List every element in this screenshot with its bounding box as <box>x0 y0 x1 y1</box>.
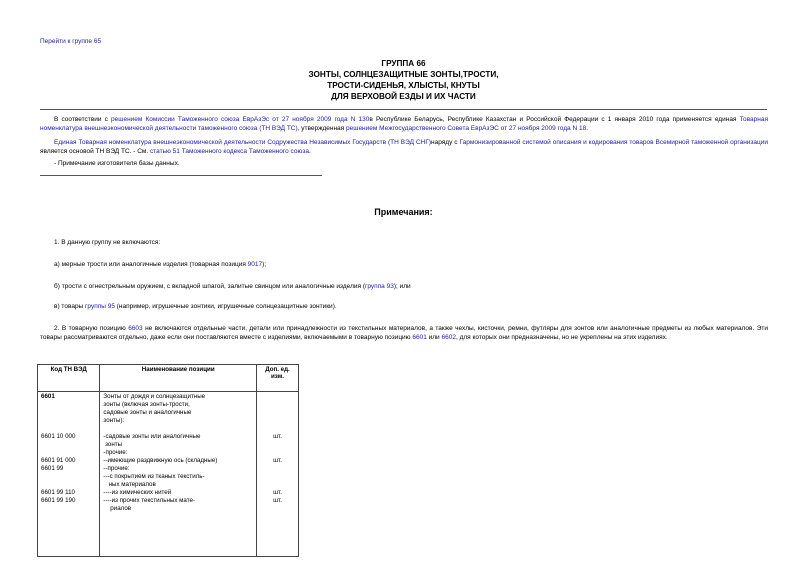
row-code <box>41 473 96 481</box>
row-code-spacer <box>41 409 96 417</box>
notes-title: Примечания: <box>374 207 433 217</box>
link-decision-130[interactable]: решением Комиссии Таможенного союза ЕврАзЭс от 27 ноября 2009 года N 130 <box>111 116 370 123</box>
table-body-row <box>38 392 299 557</box>
row-code: 6601 99 110 <box>41 489 75 496</box>
note-1c <box>54 302 337 311</box>
header-name: Наименование позиции <box>100 365 257 392</box>
row-unit <box>260 393 295 401</box>
row-code-spacer <box>41 441 96 449</box>
row-name-line: ----из химических нитей <box>103 489 172 496</box>
footnote-text: , утвержденная <box>297 125 346 132</box>
row-name-line: --имеющие раздвижную ось (складные) <box>103 457 218 464</box>
table-header-row <box>38 365 299 392</box>
note-1: 1. В данную группу не включаются: <box>54 239 161 246</box>
note-1a <box>54 260 266 269</box>
footnote-text: наряду с <box>431 139 460 146</box>
note-text: (например, игрушечные зонтики, игрушечные солнцезащитные зонтики). <box>114 303 337 310</box>
row-name-line: зонты): <box>103 417 125 424</box>
link-article-51[interactable]: статью 51 Таможенного кодекса Таможенного союза <box>150 148 309 155</box>
row-unit-spacer <box>260 401 295 409</box>
footnote-paragraph-1 <box>40 115 768 133</box>
row-name-line: зонты (включая зонты-трости, <box>103 401 190 408</box>
row-code: 6601 91 000 <box>41 457 76 464</box>
row-code-spacer <box>41 505 96 513</box>
codes-column <box>38 392 100 557</box>
note-text: а) мерные трости или аналогичные изделия (товарная позиция <box>54 261 248 268</box>
divider-top <box>40 109 767 110</box>
row-code-spacer <box>41 481 96 489</box>
note-1b <box>54 282 411 291</box>
note-text: , для которых они предназначены, но не укреплены на этих изделиях. <box>455 334 668 341</box>
footnote-text: является основой ТН ВЭД ТС. - См. <box>40 148 151 155</box>
note-text: б) трости с огнестрельным оружием, с вкладной шпагой, залитые свинцом или аналогичные изделия ( <box>54 283 365 290</box>
row-code <box>41 425 96 433</box>
database-note: - Примечание изготовителя базы данных. <box>54 160 180 167</box>
row-code-spacer <box>41 401 96 409</box>
row-unit <box>260 449 295 457</box>
row-name-line: ---с покрытием из тканых текстиль- <box>103 473 205 480</box>
row-name-line: ----из прочих текстильных мате- <box>103 497 195 504</box>
link-tn-ved-ts[interactable]: Товарная номенклатура внешнеэкономической деятельности таможенного союза (ТН ВЭД ТС) <box>40 116 769 132</box>
row-code: 6601 10 000 <box>41 433 76 440</box>
footnote-text: В соответствии с <box>54 116 112 123</box>
row-unit: шт. <box>273 497 282 504</box>
link-harmonized-system[interactable]: Гармонизированной системой описания и кодирования товаров Всемирной таможенной организации <box>459 139 769 146</box>
row-unit <box>260 465 295 473</box>
row-unit: шт. <box>273 489 282 496</box>
row-name-line: садовые зонты и аналогичные <box>103 409 192 416</box>
divider-bottom <box>40 175 322 176</box>
row-name-line: зонты <box>103 441 123 448</box>
note-text: не включаются отдельные части, детали или принадлежности из текстильных материалов, а также чехлы, кисточки, ремни, футляры для зонтов или аналогичные предметы из любых материалов. Эти товары рассматриваются отдельно, даже если они поставляются вместе с изделиями, включаемыми в товарную позицию <box>40 325 768 341</box>
link-to-group-65[interactable]: Перейти к группе 65 <box>40 38 102 45</box>
link-group-93[interactable]: группа 93 <box>364 283 394 290</box>
footnote-text: . <box>308 148 311 155</box>
link-group-95[interactable]: группы 95 <box>85 303 115 310</box>
row-code: 6601 <box>41 393 55 400</box>
note-text: 2. В товарную позицию <box>54 325 129 332</box>
group-title-line3: ТРОСТИ-СИДЕНЬЯ, ХЛЫСТЫ, КНУТЫ <box>327 81 480 90</box>
header-unit: Доп. ед. изм. <box>257 365 299 392</box>
row-unit <box>260 473 295 481</box>
footnote-text: . <box>586 125 588 132</box>
note-text: или <box>426 334 442 341</box>
link-9017[interactable]: 9017 <box>247 261 263 268</box>
link-6602[interactable]: 6602 <box>441 334 456 341</box>
note-2 <box>40 324 768 342</box>
row-unit: шт. <box>273 433 282 440</box>
row-code: 6601 99 190 <box>41 497 76 504</box>
note-text: ); <box>262 261 267 268</box>
tariff-table <box>37 364 299 557</box>
row-name-line: -садовые зонты или аналогичные <box>103 433 201 440</box>
row-name-line <box>103 425 253 433</box>
header-code: Код ТН ВЭД <box>38 365 100 392</box>
row-unit-spacer <box>260 441 295 449</box>
row-name-line: --прочие: <box>103 465 130 472</box>
note-text: ); или <box>393 283 411 290</box>
names-column <box>100 392 257 557</box>
link-decision-18[interactable]: решением Межгосударственного Совета ЕврАзЭС от 27 ноября 2009 года N 18 <box>346 125 587 132</box>
units-column <box>257 392 299 557</box>
link-tn-ved-sng[interactable]: Единая Товарная номенклатура внешнеэкономической деятельности Содружества Независимых Государств (ТН ВЭД СНГ) <box>54 139 432 146</box>
row-code: 6601 99 <box>41 465 64 472</box>
note-text: в) товары <box>54 303 86 310</box>
row-code <box>41 449 96 457</box>
row-name-line: -прочие: <box>103 449 128 456</box>
group-title-line1: ГРУППА 66 <box>381 59 426 68</box>
footnote-text: в Республике Беларусь, Республике Казахстан и Российской Федерации с 1 января 2010 года применяется единая <box>369 116 740 123</box>
row-name-line: риалов <box>103 505 132 512</box>
footnote-paragraph-2 <box>40 138 768 156</box>
group-title-line4: ДЛЯ ВЕРХОВОЙ ЕЗДЫ И ИХ ЧАСТИ <box>331 92 476 101</box>
row-unit-spacer <box>260 481 295 489</box>
row-name-line: ных материалов <box>103 481 156 488</box>
link-6603[interactable]: 6603 <box>128 325 143 332</box>
row-unit <box>260 425 295 433</box>
link-6601[interactable]: 6601 <box>412 334 427 341</box>
row-unit-spacer <box>260 409 295 417</box>
group-title-line2: ЗОНТЫ, СОЛНЦЕЗАЩИТНЫЕ ЗОНТЫ,ТРОСТИ, <box>308 70 499 79</box>
row-unit-spacer <box>260 505 295 513</box>
row-unit-spacer <box>260 417 295 425</box>
row-code-spacer <box>41 417 96 425</box>
row-name-line: Зонты от дождя и солнцезащитные <box>103 393 206 400</box>
row-unit: шт. <box>273 457 282 464</box>
